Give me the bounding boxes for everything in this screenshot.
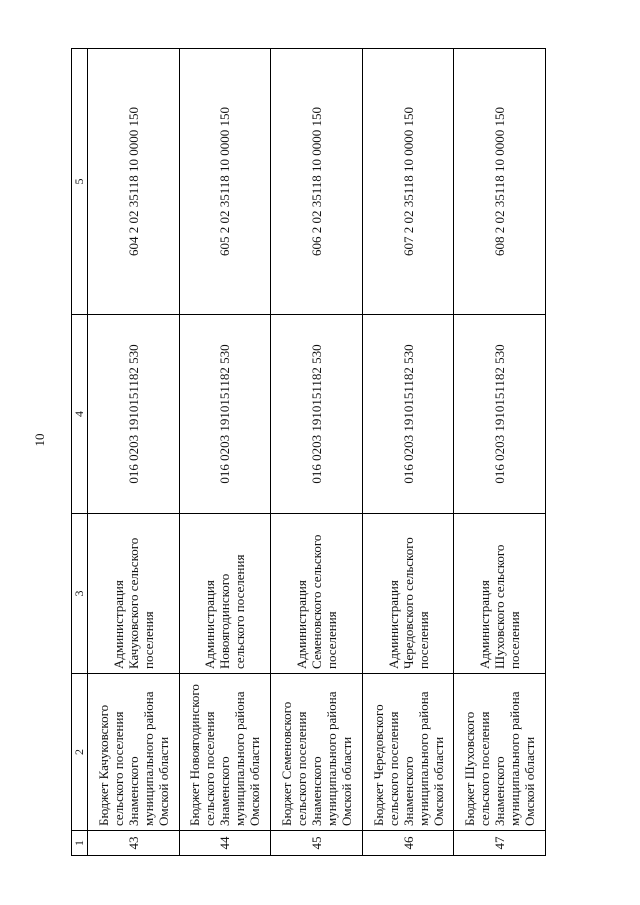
revenue-code: 605 2 02 35118 10 0000 150 — [179, 49, 271, 315]
table-wrapper — [71, 49, 546, 856]
administrator-name: Администрация Семеновского сельского поселения — [271, 514, 363, 674]
row-number: 45 — [271, 831, 363, 856]
budget-name: Бюджет Шуховского сельского поселения Знаменского муниципального района Омской области — [454, 674, 546, 831]
kbk-code: 016 0203 1910151182 530 — [454, 315, 546, 514]
page-number: 10 — [32, 433, 47, 447]
revenue-code: 607 2 02 35118 10 0000 150 — [362, 49, 454, 315]
header-row — [72, 49, 88, 856]
administrator-name: Администрация Чередовского сельского поселения — [362, 514, 454, 674]
kbk-code: 016 0203 1910151182 530 — [179, 315, 271, 514]
budget-table — [71, 48, 546, 856]
header-col-2: 2 — [72, 674, 88, 831]
row-number: 47 — [454, 831, 546, 856]
header-col-3: 3 — [72, 514, 88, 674]
administrator-name: Администрация Шуховского сельского поселения — [454, 514, 546, 674]
administrator-name: Администрация Качуковского сельского поселения — [88, 514, 180, 674]
revenue-code: 608 2 02 35118 10 0000 150 — [454, 49, 546, 315]
kbk-code: 016 0203 1910151182 530 — [362, 315, 454, 514]
row-number: 43 — [88, 831, 180, 856]
row-number: 44 — [179, 831, 271, 856]
kbk-code: 016 0203 1910151182 530 — [271, 315, 363, 514]
budget-name: Бюджет Семеновского сельского поселения Знаменского муниципального района Омской области — [271, 674, 363, 831]
budget-name: Бюджет Новоягодинского сельского поселения Знаменского муниципального района Омской области — [179, 674, 271, 831]
revenue-code: 606 2 02 35118 10 0000 150 — [271, 49, 363, 315]
table-row — [454, 49, 546, 856]
table-row — [88, 49, 180, 856]
table-row — [179, 49, 271, 856]
rotated-table-area — [71, 49, 546, 856]
budget-name: Бюджет Качуковского сельского поселения Знаменского муниципального района Омской области — [88, 674, 180, 831]
row-number: 46 — [362, 831, 454, 856]
table-row — [271, 49, 363, 856]
header-col-1: 1 — [72, 831, 88, 856]
kbk-code: 016 0203 1910151182 530 — [88, 315, 180, 514]
header-col-5: 5 — [72, 49, 88, 315]
table-row — [362, 49, 454, 856]
revenue-code: 604 2 02 35118 10 0000 150 — [88, 49, 180, 315]
budget-name: Бюджет Чередовского сельского поселения Знаменского муниципального района Омской области — [362, 674, 454, 831]
header-col-4: 4 — [72, 315, 88, 514]
administrator-name: Администрация Новоягодинского сельского поселения — [179, 514, 271, 674]
